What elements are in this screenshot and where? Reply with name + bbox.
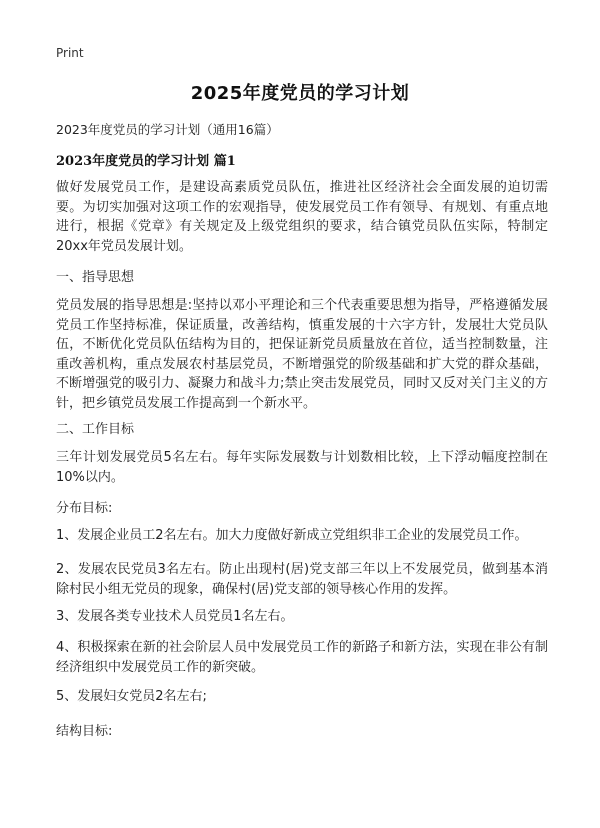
list-item: 3、发展各类专业技术人员党员1名左右。: [56, 609, 294, 624]
heading-guiding-thought: 一、指导思想: [56, 270, 135, 285]
distribution-goals-label: 分布目标:: [56, 501, 113, 516]
print-link[interactable]: Print: [56, 46, 84, 60]
document-subtitle: 2023年度党员的学习计划（通用16篇）: [56, 122, 279, 137]
heading-work-goals: 二、工作目标: [56, 422, 135, 437]
intro-paragraph: 做好发展党员工作，是建设高素质党员队伍，推进社区经济社会全面发展的迫切需要。为切实加强对这项工作的宏观指导，使发展党员工作有领导、有规划、有重点地进行，根据《党章》有关规定及上级党组织的要求，结合镇党员队伍实际，特制定20xx年党员发展计划。: [56, 180, 548, 254]
list-item: 1、发展企业员工2名左右。加大力度做好新成立党组织非工企业的发展党员工作。: [56, 528, 528, 543]
list-item: 2、发展农民党员3名左右。防止出现村(居)党支部三年以上不发展党员，做到基本消除村民小组无党员的现象，确保村(居)党支部的领导核心作用的发挥。: [56, 562, 548, 597]
guiding-paragraph: 党员发展的指导思想是:坚持以邓小平理论和三个代表重要思想为指导，严格遵循发展党员工作坚持标准，保证质量，改善结构，慎重发展的十六字方针，发展壮大党员队伍，不断优化党员队伍结构为目的，把保证新党员质量放在首位，适当控制数量，注重改善机构，重点发展农村基层党员，不断增强党的阶级基础和扩大党的群众基础，不断增强党的吸引力、凝聚力和战斗力;禁止突击发展党员，同时又反对关门主义的方针，把乡镇党员发展工作提高到一个新水平。: [56, 298, 548, 411]
structure-goals-label: 结构目标:: [56, 724, 113, 739]
list-item: 4、积极探索在新的社会阶层人员中发展党员工作的新路子和新方法，实现在非公有制经济组织中发展党员工作的新突破。: [56, 640, 548, 675]
goal-paragraph: 三年计划发展党员5名左右。每年实际发展数与计划数相比较，上下浮动幅度控制在10%以内。: [56, 450, 548, 485]
page-title: 2025年度党员的学习计划: [190, 83, 410, 104]
section-heading: 2023年度党员的学习计划 篇1: [56, 154, 236, 169]
list-item: 5、发展妇女党员2名左右;: [56, 689, 207, 704]
